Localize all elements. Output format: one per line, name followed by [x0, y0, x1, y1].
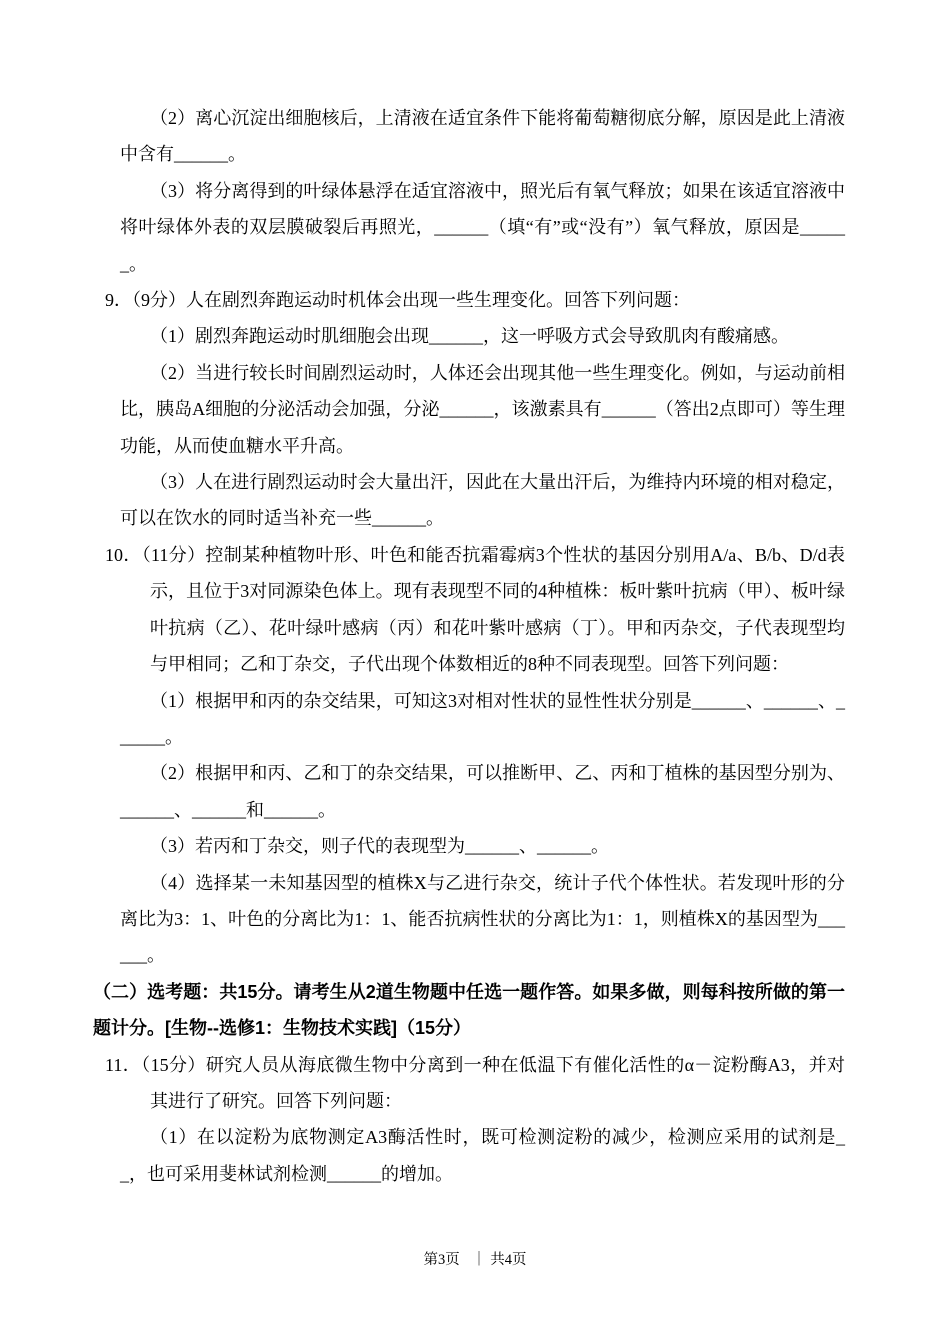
- footer-separator: ｜: [471, 1252, 487, 1268]
- question-10-paragraph: 10．（11分）控制某种植物叶形、叶色和能否抗霜霉病3个性状的基因分别用A/a、B/b、D/d表示，且位于3对同源染色体上。现有表现型不同的4种植株：板叶紫叶抗病（甲）、板叶绿叶抗病（乙）、花叶绿叶感病（丙）和花叶紫叶感病（丁）。甲和丙杂交，子代表现型均与甲相同；乙和丁杂交，子代出现个体数相近的8种不同表现型。回答下列问题：: [105, 544, 845, 675]
- question-11-paragraph: 11．（15分）研究人员从海底微生物中分离到一种在低温下有催化活性的α－淀粉酶A3，并对其进行了研究。回答下列问题：: [105, 1054, 845, 1111]
- q10-sub1-paragraph: （1）根据甲和丙的杂交结果，可知这3对相对性状的显性性状分别是______、______、______。: [120, 690, 845, 747]
- question-9-paragraph: 9．（9分）人在剧烈奔跑运动时机体会出现一些生理变化。回答下列问题：: [105, 290, 690, 311]
- q9-sub2-paragraph: （2）当进行较长时间剧烈运动时，人体还会出现其他一些生理变化。例如，与运动前相比，胰岛A细胞的分泌活动会加强，分泌______，该激素具有______（答出2点即可）等生理功能，从而使血糖水平升高。: [120, 362, 845, 456]
- q9-sub3-paragraph: （3）人在进行剧烈运动时会大量出汗，因此在大量出汗后，为维持内环境的相对稳定，可以在饮水的同时适当补充一些______。: [120, 472, 845, 529]
- footer-total-pages: 共4页: [490, 1252, 527, 1268]
- q9-sub1-paragraph: （1）剧烈奔跑运动时肌细胞会出现______，这一呼吸方式会导致肌肉有酸痛感。: [150, 326, 789, 347]
- elective-section-header: （二）选考题：共15分。请考生从2道生物题中任选一题作答。如果多做，则每科按所做的第一题计分。[生物--选修1：生物技术实践]（15分）: [93, 981, 845, 1039]
- exam-content: [93, 100, 845, 1192]
- page-footer: [0, 1248, 950, 1269]
- q10-sub3-paragraph: （3）若丙和丁杂交，则子代的表现型为______、______。: [150, 836, 609, 857]
- q10-sub2-paragraph: （2）根据甲和丙、乙和丁的杂交结果，可以推断甲、乙、丙和丁植株的基因型分别为、______、______和______。: [120, 763, 845, 820]
- q8-sub2-paragraph: （2）离心沉淀出细胞核后，上清液在适宜条件下能将葡萄糖彻底分解，原因是此上清液中含有______。: [120, 108, 845, 165]
- q10-sub4-paragraph: （4）选择某一未知基因型的植株X与乙进行杂交，统计子代个体性状。若发现叶形的分离比为3：1、叶色的分离比为1：1、能否抗病性状的分离比为1：1，则植株X的基因型为______。: [120, 872, 845, 966]
- footer-page-number: 第3页: [423, 1252, 460, 1268]
- q8-sub3-paragraph: （3）将分离得到的叶绿体悬浮在适宜溶液中，照光后有氧气释放；如果在该适宜溶液中将叶绿体外表的双层膜破裂后再照光，______（填“有”或“没有”）氧气释放，原因是______。: [120, 180, 845, 274]
- q11-sub1-paragraph: （1）在以淀粉为底物测定A3酶活性时，既可检测淀粉的减少，检测应采用的试剂是__，也可采用斐林试剂检测______的增加。: [120, 1127, 845, 1184]
